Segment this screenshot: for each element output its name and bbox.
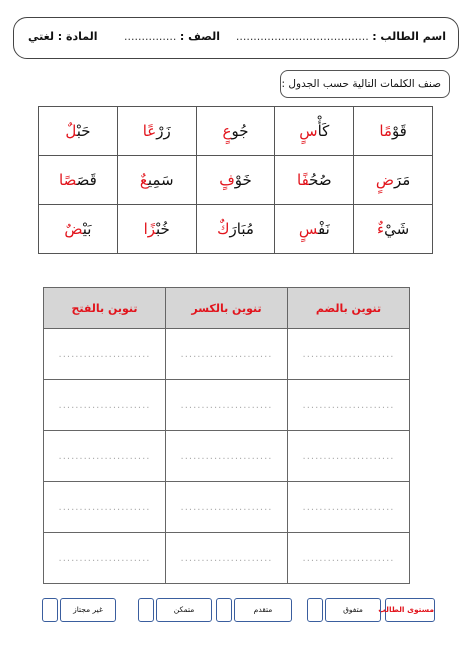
word-grid-row [39,205,433,254]
table-row [44,482,410,533]
table-row [44,380,410,431]
word-cell [196,156,275,205]
level-advanced-option[interactable] [234,598,292,622]
word-stem: نَفْ [317,220,330,238]
word-cell [196,205,275,254]
word-stem: قَوْ [391,122,407,140]
word-tanween-ending: عٌ [139,171,148,189]
level-advanced-checkbox[interactable] [216,598,232,622]
subject-label: المادة : لغتي [28,30,98,43]
word-tanween-ending: عٍ [222,122,232,140]
table-row [44,329,410,380]
word-tanween-ending: ضٍ [375,171,395,189]
answer-cell[interactable]: ...................... [44,431,166,482]
word-cell [39,107,118,156]
student-level-title: مستوى الطالب [385,598,435,622]
table-row [44,533,410,584]
word-tanween-ending: صًا [59,171,77,189]
answer-cell[interactable]: ...................... [44,533,166,584]
word-cell [39,156,118,205]
word-tanween-ending: لٌ [65,122,77,140]
word-grid-row [39,107,433,156]
word-cell [117,156,196,205]
word-cell [117,205,196,254]
word-stem: كَأْ [317,122,330,140]
class-label: الصف : [179,30,220,43]
word-tanween-ending: فًا [297,171,310,189]
answer-cell[interactable]: ...................... [166,482,288,533]
word-cell [354,205,433,254]
word-stem: مُبَارَ [229,220,254,238]
level-proficient-label: متمكن [173,605,195,614]
answer-cell[interactable]: ...................... [288,431,410,482]
word-cell [275,205,354,254]
word-cell [275,107,354,156]
word-tanween-ending: فٍ [219,171,235,189]
student-name-label: اسم الطالب : [372,30,446,43]
student-level-row [0,598,474,622]
word-stem: سَمِي [147,171,174,189]
classification-table [43,287,410,584]
word-cell [275,156,354,205]
answer-cell[interactable]: ...................... [44,482,166,533]
word-stem: شَيْ [384,220,410,238]
word-stem: جُو [231,122,249,140]
word-grid-row [39,156,433,205]
header-tanween-fatha: تنوين بالفتح [44,288,166,329]
word-stem: قَصَ [76,171,97,189]
word-cell [196,107,275,156]
table-header-row [44,288,410,329]
level-not-passed-option[interactable] [60,598,116,622]
table-row [44,431,410,482]
word-tanween-ending: سٍ [298,220,318,238]
word-tanween-ending: سٍ [299,122,318,140]
word-cell [117,107,196,156]
level-excellent-checkbox[interactable] [307,598,323,622]
level-excellent-label: متفوق [343,605,363,614]
level-advanced-label: متقدم [253,605,273,614]
class-dots: ............... [123,30,177,43]
level-not-passed-checkbox[interactable] [42,598,58,622]
word-stem: حَبْ [76,122,91,140]
word-stem: مَرَ [394,171,411,189]
student-info-header [13,17,459,59]
word-tanween-ending: زًا [143,220,157,238]
word-stem: بَيْ [82,220,92,238]
word-stem: زَرْ [156,122,171,140]
word-tanween-ending: كٌ [217,220,230,238]
answer-cell[interactable]: ...................... [288,329,410,380]
level-proficient-option[interactable] [156,598,212,622]
level-not-passed-label: غير مجتاز [73,605,103,614]
word-cell [354,107,433,156]
answer-cell[interactable]: ...................... [44,380,166,431]
word-tanween-ending: عًا [142,122,157,140]
level-proficient-checkbox[interactable] [138,598,154,622]
word-stem: خَوْ [234,171,252,189]
answer-cell[interactable]: ...................... [166,380,288,431]
class-field[interactable] [124,30,220,43]
answer-cell[interactable]: ...................... [288,533,410,584]
word-grid [38,106,433,254]
student-name-dots: ...................................... [235,30,369,43]
header-tanween-damma: تنوين بالضم [288,288,410,329]
word-tanween-ending: ءٌ [377,220,385,238]
word-stem: خُبْ [156,220,170,238]
answer-cell[interactable]: ...................... [166,431,288,482]
answer-cell[interactable]: ...................... [288,482,410,533]
answer-cell[interactable]: ...................... [288,380,410,431]
word-cell [39,205,118,254]
answer-cell[interactable]: ...................... [166,533,288,584]
answer-cell[interactable]: ...................... [44,329,166,380]
word-cell [354,156,433,205]
word-stem: صُحُ [309,171,332,189]
word-tanween-ending: مًا [379,122,392,140]
student-name-field[interactable] [236,30,446,43]
answer-cell[interactable]: ...................... [166,329,288,380]
header-tanween-kasra: تنوين بالكسر [166,288,288,329]
level-excellent-option[interactable] [325,598,381,622]
word-tanween-ending: ضٌ [64,220,83,238]
instruction-box: صنف الكلمات التالية حسب الجدول : [280,70,450,98]
